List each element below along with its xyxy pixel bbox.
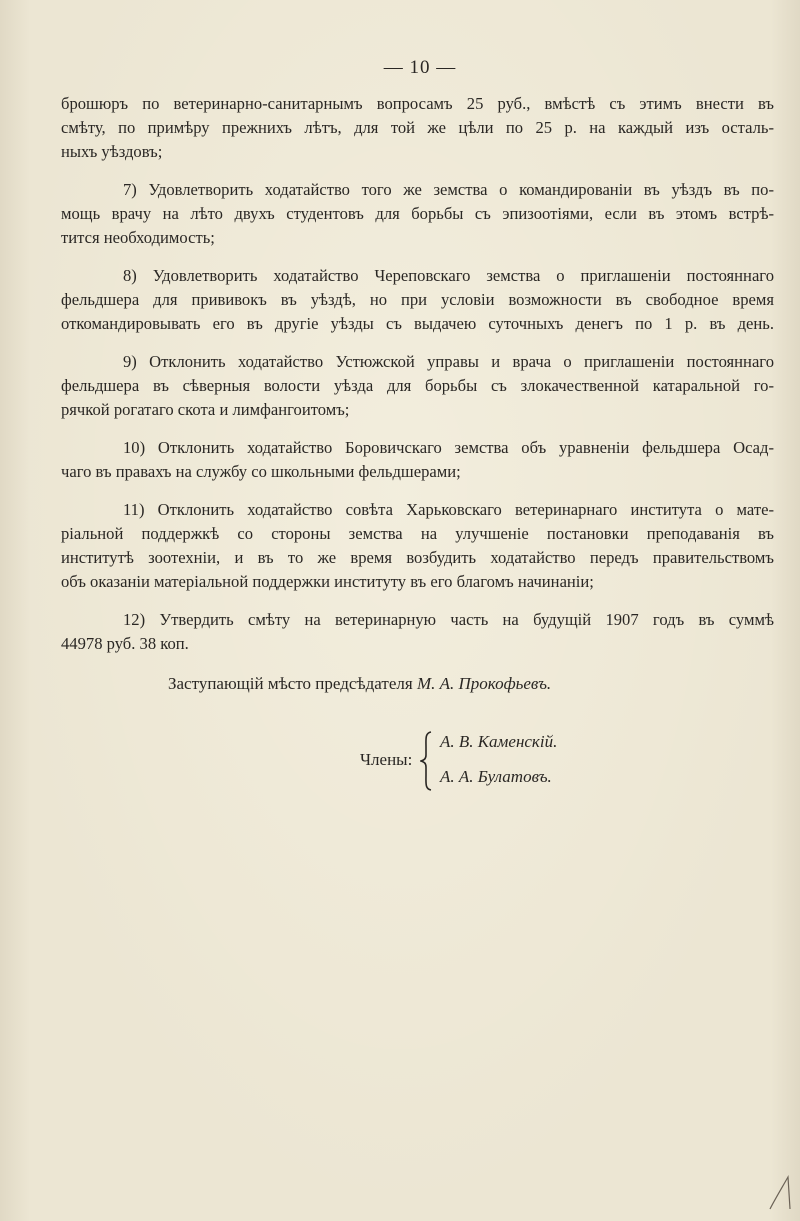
text-line: объ оказаніи матеріальной поддержки институту въ его благомъ начинаніи;: [61, 572, 594, 591]
text-line: откомандировывать его въ другіе уѣзды съ выдачею суточныхъ денегъ по 1 р. въ день.: [61, 314, 774, 333]
text-line: 7) Удовлетворить ходатайство того же земства о командированіи въ уѣздъ въ по-: [123, 180, 774, 199]
text-line: фельдшера въ сѣверныя волости уѣзда для борьбы съ злокачественной катаральной го-: [61, 376, 774, 395]
text-line: смѣту, по примѣру прежнихъ лѣтъ, для той же цѣли по 25 р. на каждый изъ осталь-: [61, 118, 774, 137]
paragraph-item-7: [61, 178, 774, 250]
curly-brace-icon: [420, 731, 434, 791]
text-line: 11) Отклонить ходатайство совѣта Харьковскаго ветеринарнаго института о мате-: [123, 500, 774, 519]
member-name: А. А. Булатовъ.: [440, 767, 552, 786]
chair-signature-line: [168, 674, 551, 694]
page-corner-mark-icon: [766, 1171, 796, 1211]
text-line: 9) Отклонить ходатайство Устюжской управы и врача о приглашеніи постояннаго: [123, 352, 774, 371]
chair-name: М. А. Прокофьевъ.: [416, 674, 552, 693]
text-line: 8) Удовлетворить ходатайство Череповскаго земства о приглашеніи постояннаго: [123, 266, 774, 285]
paragraph-item-9: [61, 350, 774, 422]
paragraph-item-8: [61, 264, 774, 336]
members-label: Члены:: [360, 750, 413, 769]
paragraph-item-11: [61, 498, 774, 594]
text-line: фельдшера для прививокъ въ уѣздѣ, но при условіи возможности въ свободное время: [61, 290, 774, 309]
paragraph-continuation: [61, 92, 774, 164]
page-number: — 10 —: [383, 57, 457, 78]
text-line: брошюръ по ветеринарно-санитарнымъ вопросамъ 25 руб., вмѣстѣ съ этимъ внести въ: [61, 94, 774, 113]
text-line: тится необходимость;: [61, 228, 215, 247]
text-line: 44978 руб. 38 коп.: [61, 634, 189, 653]
text-line: мощь врачу на лѣто двухъ студентовъ для борьбы съ эпизоотіями, если въ этомъ встрѣ-: [61, 204, 774, 223]
text-line: ныхъ уѣздовъ;: [61, 142, 163, 161]
text-line: 12) Утвердить смѣту на ветеринарную часть на будущій 1907 годъ въ суммѣ: [123, 610, 774, 629]
paragraph-item-12: [61, 608, 774, 656]
text-line: 10) Отклонить ходатайство Боровичскаго земства объ уравненіи фельдшера Осад-: [123, 438, 774, 457]
member-name: А. В. Каменскій.: [440, 732, 558, 751]
text-line: институтѣ зоотехніи, и въ то же время возбудить ходатайство передъ правительствомъ: [61, 548, 774, 567]
text-line: ріальной поддержкѣ со стороны земства на улучшеніе постановки преподаванія въ: [61, 524, 774, 543]
paragraph-item-10: [61, 436, 774, 484]
resolution-text: [61, 92, 774, 670]
text-line: чаго въ правахъ на службу со школьными фельдшерами;: [61, 462, 461, 481]
chair-title: Заступающій мѣсто предсѣдателя: [168, 674, 413, 693]
text-line: рячкой рогатаго скота и лимфангоитомъ;: [61, 400, 350, 419]
